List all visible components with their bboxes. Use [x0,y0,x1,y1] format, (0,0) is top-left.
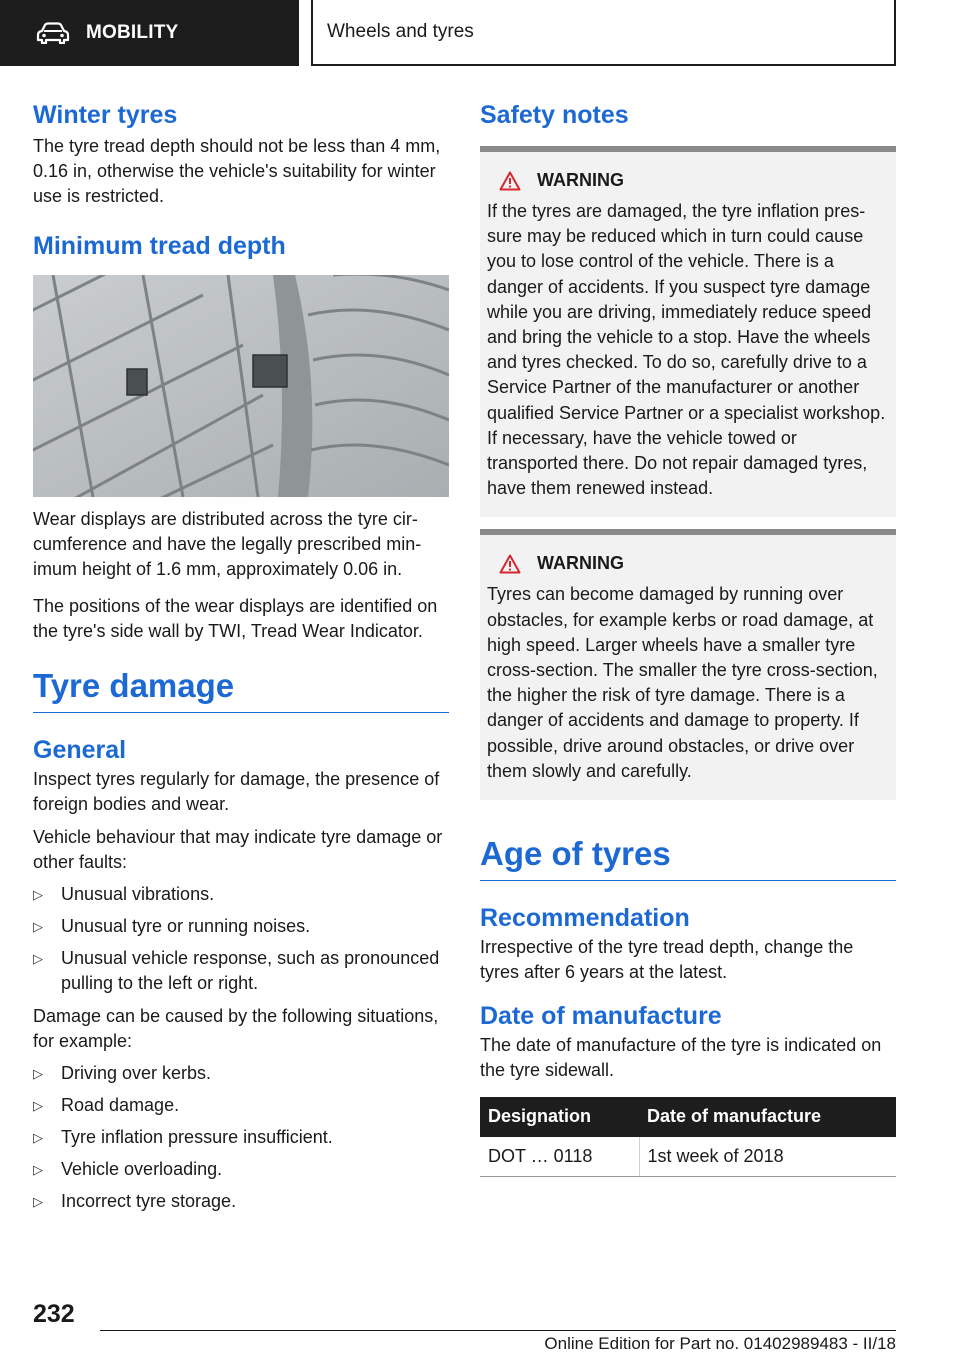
warning-box [480,529,896,800]
section-label: MOBILITY [86,22,179,43]
warning-triangle-icon [499,171,521,191]
winter-tyres-heading: Winter tyres [33,101,178,129]
table-cell: 1st week of 2018 [639,1137,896,1177]
list-item: ▷ Driving over kerbs. [33,1061,449,1086]
triangle-bullet-icon: ▷ [33,1065,43,1081]
manufacture-date-table [480,1097,896,1178]
list-item: ▷ Unusual vibrations. [33,882,449,907]
list-item: ▷ Vehicle overloading. [33,1157,449,1182]
list-item: ▷ Tyre inflation pressure insufficient. [33,1125,449,1150]
warning-text: Tyres can become damaged by running over obstacles, for example kerbs or road damage, at high speed. Larger wheels have a smaller tyre cross-section. The smaller the tyre cross-section, the higher the risk of tyre damage. There is a danger of accidents and damage to property. If possible, drive around obstacles, or drive over them slowly and carefully. [487,584,878,781]
warning-text: If the tyres are damaged, the tyre inflation pressure may be reduced which in turn could cause you to lose control of the vehicle. There is a danger of accidents. If you suspect tyre damage while you are driving, immediately reduce speed and bring the vehicle to a stop. Have the wheels and tyres checked. To do so, carefully drive to a Service Partner of the manufacturer or another qualified Service Partner or a specialist workshop. If necessary, have the vehicle towed or transported there. Do not repair damaged tyres, have them renewed instead. [487,201,886,499]
tyre-damage-heading: Tyre damage [33,667,235,704]
car-icon [36,22,70,44]
behaviour-list [33,882,449,996]
winter-tyres-text: The tyre tread depth should not be less than 4 mm, 0.16 in, otherwise the vehicle's suitability for winter use is restricted. [33,136,441,206]
triangle-bullet-icon: ▷ [33,886,43,902]
page-number: 232 [33,1300,75,1328]
triangle-bullet-icon: ▷ [33,918,43,934]
warning-label: WARNING [537,170,624,190]
warning-header [499,170,888,191]
right-column [480,100,896,1177]
wear-displays-text: Wear displays are distributed across the tyre circumference and have the legally prescribed minimum height of 1.6 mm, approximately 0.06 in. [33,509,422,579]
table-cell: DOT … 0118 [480,1137,639,1177]
warning-triangle-icon [499,554,521,574]
causes-text: Damage can be caused by the following situations, for example: [33,1005,439,1051]
table-header-cell: Designation [480,1097,639,1137]
causes-list [33,1061,449,1214]
minimum-tread-heading: Minimum tread depth [33,232,286,260]
list-item: ▷ Road damage. [33,1093,449,1118]
tyre-damage-section-header [33,666,449,713]
recommendation-heading: Recommendation [480,903,690,932]
chapter-title: Wheels and tyres [311,0,896,66]
warning-box [480,146,896,517]
wear-positions-text: The positions of the wear displays are identified on the tyre's side wall by TWI, Tread Wear Indicator. [33,596,438,641]
list-item: ▷ Unusual vehicle response, such as pronounced pulling to the left or right. [33,947,440,993]
warning-header [499,553,888,574]
table-row [480,1137,896,1177]
triangle-bullet-icon: ▷ [33,1161,43,1177]
date-of-manufacture-heading: Date of manufacture [480,1001,722,1030]
safety-notes-heading: Safety notes [480,101,629,129]
triangle-bullet-icon: ▷ [33,1097,43,1113]
list-item: ▷ Unusual tyre or running noises. [33,914,449,939]
page-header [0,0,960,66]
date-of-manufacture-text: The date of manufacture of the tyre is indicated on the tyre sidewall. [480,1034,882,1080]
footer-divider [100,1330,896,1331]
triangle-bullet-icon: ▷ [33,1193,43,1209]
left-column [33,100,449,1214]
table-header-row [480,1097,896,1137]
behaviour-text: Vehicle behaviour that may indicate tyre damage or other faults: [33,826,443,872]
section-tab[interactable] [0,0,299,66]
list-item: ▷ Incorrect tyre storage. [33,1189,449,1214]
tread-wear-indicator-image [33,275,449,497]
general-heading: General [33,735,127,764]
inspect-text: Inspect tyres regularly for damage, the presence of foreign bodies and wear. [33,768,440,814]
age-of-tyres-section-header [480,834,896,881]
edition-link[interactable]: Online Edition for Part no. 01402989483 - II/18 [544,1334,896,1353]
triangle-bullet-icon: ▷ [33,1129,43,1145]
recommendation-text: Irrespective of the tyre tread depth, change the tyres after 6 years at the latest. [480,936,854,982]
age-of-tyres-heading: Age of tyres [480,835,671,873]
warning-label: WARNING [537,553,624,574]
triangle-bullet-icon: ▷ [33,950,43,966]
table-header-cell: Date of manufacture [639,1097,896,1137]
